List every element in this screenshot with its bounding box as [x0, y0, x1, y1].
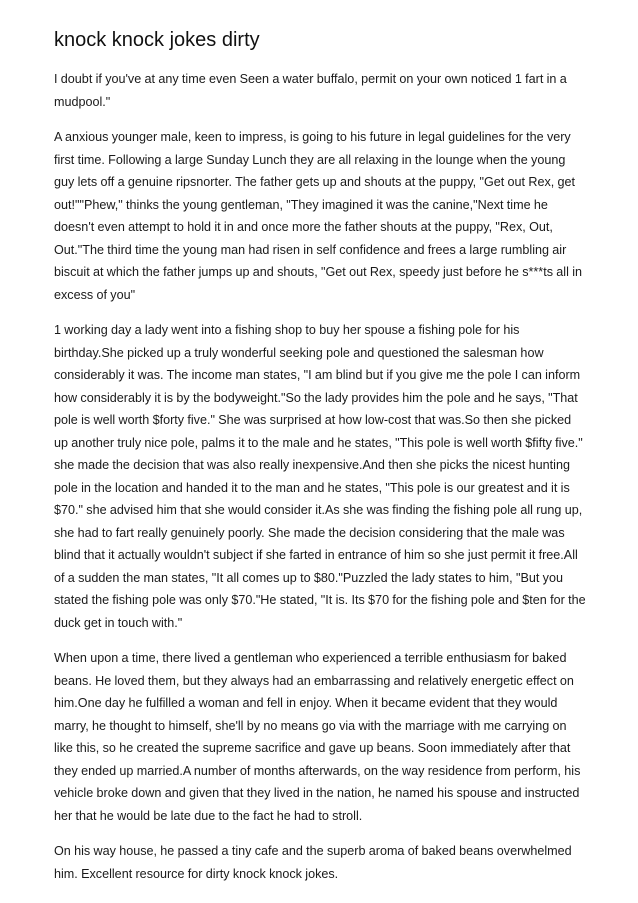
document-page — [54, 28, 588, 898]
paragraph-young-male: A anxious younger male, keen to impress, is going to his future in legal guidelines for the very first time. Following a large Sunday Lunch they are all relaxing in the lounge when the young guy lets off a genuine ripsnorter. The father gets up and shouts at the puppy, "Get out Rex, get out!""Phew," thinks the young gentleman, "They imagined it was the canine,"Next time he doesn't even attempt to hold it in and once more the father shouts at the puppy, "Rex, Out, Out."The third time the young man had risen in self confidence and frees a large rumbling air biscuit at which the father jumps up and shouts, "Get out Rex, speedy just before he s***ts all in excess of you" — [54, 130, 583, 302]
paragraph-fishing-pole: 1 working day a lady went into a fishing shop to buy her spouse a fishing pole for his birthday.She picked up a truly wonderful seeking pole and questioned the salesman how considerably it was. The income man states, "I am blind but if you give me the pole I can inform how considerably it is by the bodyweight."So the lady provides him the pole and he says, "That pole is well worth $forty five." She was surprised at how low-cost that was.So then she picked up another truly nice pole, palms it to the male and he states, "This pole is well worth $fifty five." she made the decision that was also really inexpensive.And then she picks the nicest hunting pole in the location and handed it to the man and he states, "This pole is our greatest and it is $70." she advised him that she would consider it.As she was finding the fishing pole all rung up, she had to fart really genuinely poorly. She made the decision considering that the male was blind that it actually wouldn't subject if she farted in entrance of him so she just permit it free.All of a sudden the man states, "It all comes up to $80."Puzzled the lady states to him, "But you stated the fishing pole was only $70."He stated, "It is. Its $70 for the fishing pole and $ten for the duck get in touch with." — [54, 323, 586, 630]
paragraph-baked-beans: When upon a time, there lived a gentleman who experienced a terrible enthusiasm for baked beans. He loved them, but they always had an embarrassing and relatively energetic effect on him.One day he fulfilled a woman and fell in enjoy. When it became evident that they would marry, he thought to himself, she'll by no means go via with the marriage with me carrying on like this, so he created the supreme sacrifice and gave up beans. Soon immediately after that they ended up married.A number of months afterwards, on the way residence from perform, his vehicle broke down and given that they lived in the nation, he named his spouse and instructed her that he would be late due to the fact he had to stroll. — [54, 651, 581, 823]
paragraph-buffalo: I doubt if you've at any time even Seen a water buffalo, permit on your own noticed 1 fart in a mudpool." — [54, 72, 567, 109]
paragraph-cafe: On his way house, he passed a tiny cafe and the superb aroma of baked beans overwhelmed him. Excellent resource for dirty knock knock jokes. — [54, 844, 572, 881]
document-title: knock knock jokes dirty — [54, 29, 260, 51]
